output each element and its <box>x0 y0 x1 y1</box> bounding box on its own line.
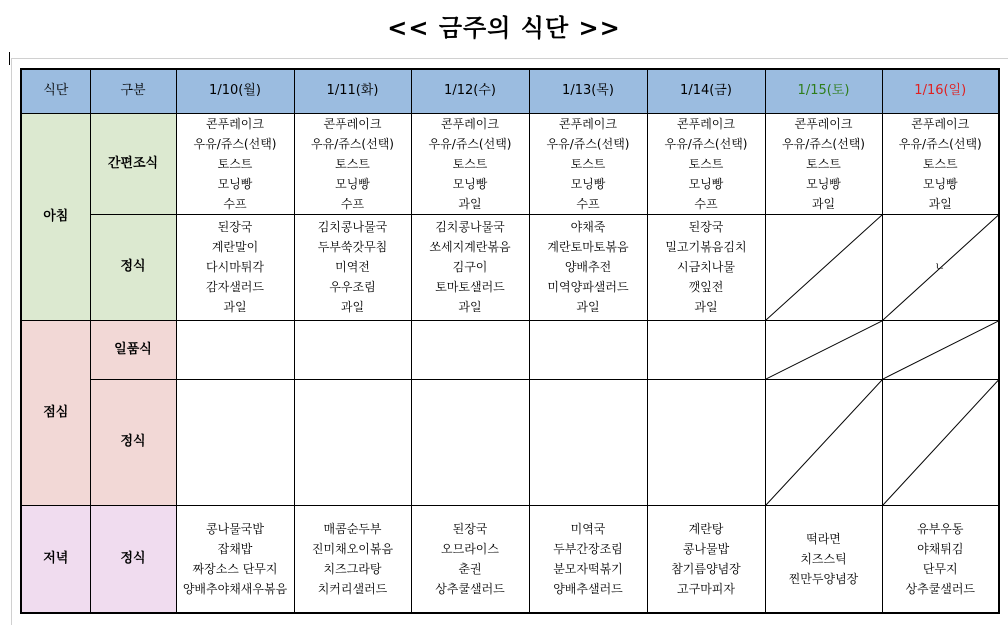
menu-item: 우유/쥬스(선택) <box>782 136 865 151</box>
menu-item: 분모자떡볶기 <box>553 561 623 576</box>
menu-item: 과일 <box>811 196 836 211</box>
menu-item: 모닝빵 <box>335 176 370 191</box>
header-day: 1/13(목) <box>529 69 647 113</box>
breakfast-regular-row <box>21 214 999 320</box>
menu-cell <box>529 113 647 214</box>
menu-item: 쏘세지계란볶음 <box>429 240 511 254</box>
menu-item: 모닝빵 <box>688 176 724 191</box>
menu-item: 콘푸레이크 <box>323 116 382 131</box>
header-day: 1/10(월) <box>176 69 294 113</box>
empty-cell <box>176 379 294 505</box>
menu-cell <box>647 214 765 320</box>
empty-cell-crossed <box>765 214 882 320</box>
menu-item: 과일 <box>458 300 482 314</box>
menu-item: 콘푸레이크 <box>559 116 617 131</box>
menu-item: 콘푸레이크 <box>206 116 264 131</box>
type-label-regular: 정식 <box>90 379 176 505</box>
empty-cell <box>176 320 294 379</box>
menu-cell <box>411 113 529 214</box>
header-meal: 식단 <box>21 69 90 113</box>
menu-cell <box>882 505 999 613</box>
menu-item: 계란탕 <box>688 521 724 536</box>
menu-item: 토스트 <box>335 156 370 171</box>
menu-item: 콘푸레이크 <box>794 116 853 131</box>
header-type: 구분 <box>90 69 176 113</box>
breakfast-quick-row <box>21 113 999 214</box>
menu-item: 우유/쥬스(선택) <box>898 136 982 151</box>
type-label-quick: 간편조식 <box>90 113 176 214</box>
meal-label-breakfast: 아침 <box>21 113 90 320</box>
lunch-single-row <box>21 320 999 379</box>
menu-item: 양배추샐러드 <box>553 581 623 596</box>
menu-item: 된장국 <box>217 220 253 234</box>
menu-item: 토스트 <box>922 156 958 171</box>
menu-item: 모닝빵 <box>922 176 958 191</box>
empty-cell-crossed <box>882 214 999 320</box>
menu-item: 잡채밥 <box>217 541 253 556</box>
meal-label-dinner: 저녁 <box>21 505 90 613</box>
menu-item: 우유/쥬스(선택) <box>546 136 630 151</box>
menu-item: 치커리샐러드 <box>317 581 388 596</box>
menu-item: 우유/쥬스(선택) <box>664 136 748 151</box>
menu-item: 감자샐러드 <box>206 280 264 294</box>
menu-item: 계란토마토볶음 <box>547 240 629 254</box>
menu-cell <box>647 505 765 613</box>
header-day-sunday: 1/16(일) <box>882 69 999 113</box>
menu-item: 짜장소스 단무지 <box>192 561 278 576</box>
empty-cell-crossed <box>765 320 882 379</box>
empty-cell <box>647 320 765 379</box>
text-cursor <box>9 52 10 65</box>
menu-item: 콩나물국밥 <box>206 521 264 536</box>
menu-cell <box>294 214 411 320</box>
page-edge-top <box>11 58 1008 59</box>
menu-cell <box>765 505 882 613</box>
meal-label-lunch: 점심 <box>21 320 90 505</box>
menu-item: 김구이 <box>452 260 488 274</box>
dinner-regular-row <box>21 505 999 613</box>
menu-item: 오므라이스 <box>441 541 499 556</box>
menu-item: 토마토샐러드 <box>435 280 505 294</box>
menu-item: 유부우동 <box>917 521 964 536</box>
empty-cell <box>647 379 765 505</box>
menu-item: 상추쿨샐러드 <box>905 581 976 596</box>
menu-item: 춘권 <box>458 561 482 576</box>
menu-item: 모닝빵 <box>452 176 488 191</box>
page-title: << 금주의 식단 >> <box>387 14 621 42</box>
menu-item: 과일 <box>340 300 365 314</box>
menu-item: 김치콩나물국 <box>435 220 505 234</box>
menu-item: 모닝빵 <box>217 176 253 191</box>
menu-item: 된장국 <box>688 220 724 234</box>
menu-item: 다시마튀각 <box>206 260 264 274</box>
menu-item: 과일 <box>928 196 952 211</box>
stray-mark: ㄴ <box>934 259 946 273</box>
menu-item: 두부간장조림 <box>553 541 623 556</box>
menu-cell <box>176 113 294 214</box>
menu-item: 우유/쥬스(선택) <box>428 136 512 151</box>
menu-item: 치즈스틱 <box>800 551 847 566</box>
menu-item: 콘푸레이크 <box>441 116 499 131</box>
menu-item: 진미채오이볶음 <box>311 541 394 556</box>
empty-cell-crossed <box>882 320 999 379</box>
menu-cell <box>176 214 294 320</box>
empty-cell <box>294 379 411 505</box>
header-day: 1/14(금) <box>647 69 765 113</box>
menu-item: 시금치나물 <box>677 260 735 274</box>
menu-item: 콩나물밥 <box>682 541 730 556</box>
menu-item: 김치콩나물국 <box>317 220 388 234</box>
menu-item: 과일 <box>576 300 600 314</box>
menu-item: 미역국 <box>570 521 606 536</box>
weekly-menu-table <box>20 68 1000 614</box>
empty-cell <box>294 320 411 379</box>
empty-cell <box>411 320 529 379</box>
menu-item: 토스트 <box>688 156 724 171</box>
header-day: 1/11(화) <box>294 69 411 113</box>
type-label-regular: 정식 <box>90 505 176 613</box>
menu-cell <box>294 505 411 613</box>
menu-item: 과일 <box>223 300 247 314</box>
empty-cell <box>411 379 529 505</box>
menu-item: 수프 <box>223 196 247 211</box>
menu-item: 깻잎전 <box>688 280 724 294</box>
menu-item: 계란말이 <box>211 240 259 254</box>
header-day: 1/12(수) <box>411 69 529 113</box>
menu-cell <box>411 505 529 613</box>
lunch-regular-row <box>21 379 999 505</box>
menu-cell <box>765 113 882 214</box>
menu-item: 단무지 <box>922 561 958 576</box>
menu-item: 토스트 <box>570 156 606 171</box>
header-row <box>21 69 999 113</box>
type-label-regular: 정식 <box>90 214 176 320</box>
menu-item: 수프 <box>694 196 718 211</box>
menu-item: 야채죽 <box>570 220 606 234</box>
menu-item: 두부쑥갓무침 <box>317 240 388 254</box>
type-label-single: 일품식 <box>90 320 176 379</box>
menu-item: 미역양파샐러드 <box>547 280 629 294</box>
menu-item: 과일 <box>694 300 718 314</box>
empty-cell <box>529 379 647 505</box>
menu-cell <box>294 113 411 214</box>
menu-item: 떡라면 <box>806 531 841 546</box>
menu-item: 우유/쥬스(선택) <box>193 136 277 151</box>
menu-cell <box>529 505 647 613</box>
menu-item: 토스트 <box>806 156 841 171</box>
menu-item: 콘푸레이크 <box>677 116 735 131</box>
menu-item: 수프 <box>576 196 600 211</box>
empty-cell-crossed <box>765 379 882 505</box>
menu-item: 모닝빵 <box>806 176 841 191</box>
menu-item: 과일 <box>458 196 482 211</box>
menu-item: 된장국 <box>452 521 488 536</box>
menu-item: 야채튀김 <box>917 541 964 556</box>
menu-item: 수프 <box>340 196 365 211</box>
menu-cell <box>882 113 999 214</box>
menu-item: 모닝빵 <box>570 176 606 191</box>
menu-item: 우유/쥬스(선택) <box>311 136 394 151</box>
menu-cell <box>411 214 529 320</box>
menu-item: 찐만두양념장 <box>788 571 859 586</box>
menu-item: 고구마피자 <box>677 581 735 596</box>
menu-item: 매콤순두부 <box>323 521 382 536</box>
menu-cell <box>176 505 294 613</box>
menu-item: 토스트 <box>217 156 253 171</box>
menu-item: 콘푸레이크 <box>911 116 970 131</box>
menu-cell <box>529 214 647 320</box>
menu-item: 양배추전 <box>564 260 612 274</box>
menu-item: 참기름양념장 <box>671 561 741 576</box>
menu-item: 토스트 <box>452 156 488 171</box>
menu-item: 밀고기볶음김치 <box>665 240 747 254</box>
menu-item: 우우조림 <box>329 280 376 294</box>
menu-item: 치즈그라탕 <box>323 561 382 576</box>
menu-item: 양배추야채새우볶음 <box>182 581 288 596</box>
menu-item: 상추쿨샐러드 <box>435 581 505 596</box>
header-day-saturday: 1/15(토) <box>765 69 882 113</box>
menu-cell <box>647 113 765 214</box>
empty-cell-crossed <box>882 379 999 505</box>
empty-cell <box>529 320 647 379</box>
page-edge-left <box>11 58 12 625</box>
menu-item: 미역전 <box>335 260 370 274</box>
